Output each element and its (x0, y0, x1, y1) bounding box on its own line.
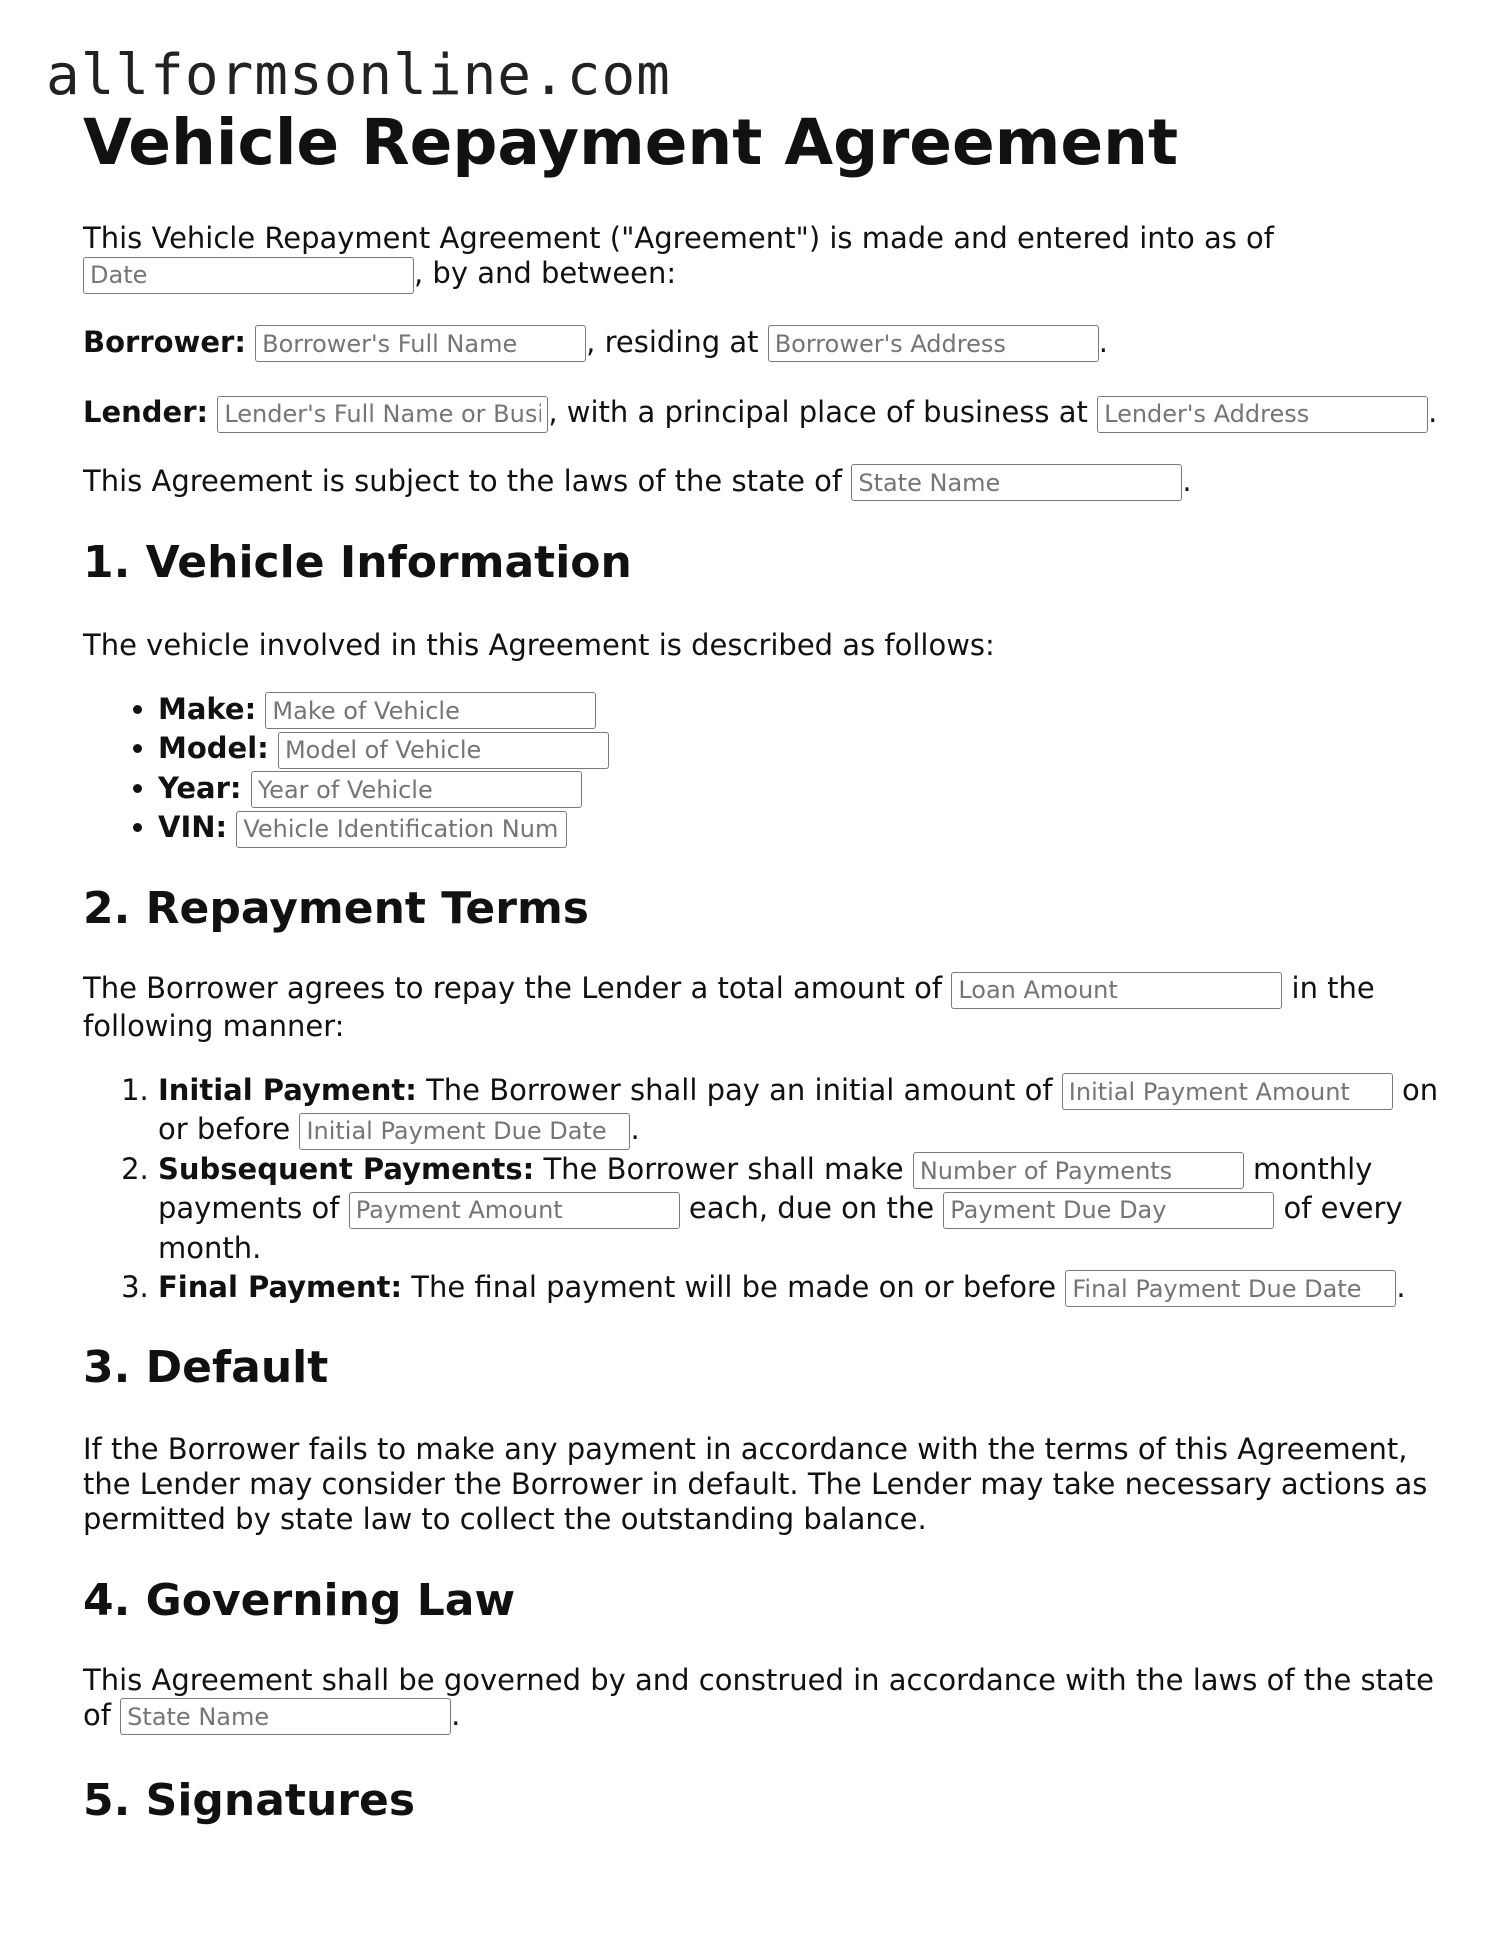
vehicle-description: The vehicle involved in this Agreement is described as follows: (83, 627, 995, 662)
list-item (158, 1150, 1443, 1268)
list-item (158, 690, 1443, 730)
list-item (158, 729, 1443, 769)
repayment-text: The Borrower agrees to repay the Lender a total amount of (83, 971, 943, 1006)
model-label: Model: (158, 731, 269, 766)
state-law-period: . (1182, 463, 1192, 498)
repayment-description (83, 971, 1443, 1044)
borrower-period: . (1098, 324, 1108, 359)
payment-due-day-input[interactable] (943, 1192, 1274, 1229)
subsequent-payments-text-3: each, due on the (688, 1191, 935, 1226)
repayment-terms-list (83, 1071, 1443, 1308)
year-label: Year: (158, 770, 242, 805)
make-label: Make: (158, 691, 257, 726)
number-of-payments-input[interactable] (913, 1152, 1244, 1189)
year-input[interactable] (251, 771, 582, 808)
section-heading-vehicle: 1. Vehicle Information (83, 537, 632, 589)
lender-period: . (1428, 395, 1438, 430)
page-title: Vehicle Repayment Agreement (83, 106, 1179, 179)
intro-text: This Vehicle Repayment Agreement ("Agreement") is made and entered into as of (83, 221, 1275, 256)
default-paragraph: If the Borrower fails to make any payment in accordance with the terms of this Agreement, the Lender may consider the Borrower in default. The Lender may take necessary actions as permitted by state law to collect the outstanding balance. (83, 1432, 1428, 1537)
initial-payment-text-2: on or before (158, 1072, 1439, 1147)
loan-amount-input[interactable] (951, 972, 1282, 1009)
initial-payment-date-input[interactable] (299, 1113, 630, 1150)
list-item (158, 1071, 1443, 1150)
subsequent-payments-text-2: monthly payments of (158, 1151, 1373, 1226)
intro-paragraph (83, 221, 1443, 294)
final-payment-label: Final Payment: (158, 1269, 403, 1304)
lender-name-input[interactable] (217, 396, 548, 433)
repayment-text-after: in the following manner: (83, 971, 1375, 1043)
lender-paragraph (83, 395, 1443, 433)
initial-payment-period: . (630, 1112, 640, 1147)
list-item (158, 808, 1443, 848)
vehicle-info-list (83, 690, 1443, 848)
date-input[interactable] (83, 257, 414, 294)
final-payment-text: The final payment will be made on or before (411, 1269, 1057, 1304)
borrower-residing-text: , residing at (586, 324, 759, 359)
make-input[interactable] (265, 692, 596, 729)
borrower-address-input[interactable] (768, 325, 1099, 362)
vin-input[interactable] (236, 811, 567, 848)
list-item (158, 769, 1443, 809)
state-name-input[interactable] (851, 464, 1182, 501)
governing-law-state-input[interactable] (120, 1698, 451, 1735)
governing-law-text: This Agreement shall be governed by and construed in accordance with the laws of the state of (83, 1662, 1435, 1732)
borrower-label: Borrower: (83, 324, 246, 359)
section-heading-signatures: 5. Signatures (83, 1775, 416, 1827)
borrower-paragraph (83, 325, 1443, 363)
lender-business-text: , with a principal place of business at (548, 395, 1088, 430)
governing-law-paragraph (83, 1663, 1443, 1736)
initial-payment-text: The Borrower shall pay an initial amount of (426, 1072, 1053, 1107)
section-heading-repayment: 2. Repayment Terms (83, 882, 589, 934)
lender-address-input[interactable] (1097, 396, 1428, 433)
state-law-text: This Agreement is subject to the laws of the state of (83, 463, 843, 498)
final-payment-period: . (1396, 1269, 1406, 1304)
list-item (158, 1268, 1443, 1308)
subsequent-payments-text-4: of every month. (158, 1191, 1403, 1265)
section-heading-default: 3. Default (83, 1342, 329, 1394)
state-law-paragraph (83, 464, 1443, 502)
section-heading-governing-law: 4. Governing Law (83, 1575, 516, 1627)
borrower-name-input[interactable] (255, 325, 586, 362)
governing-law-period: . (451, 1697, 461, 1732)
subsequent-payments-text: The Borrower shall make (543, 1151, 904, 1186)
intro-text-after: , by and between: (414, 256, 677, 291)
subsequent-payments-label: Subsequent Payments: (158, 1151, 535, 1186)
site-watermark: allformsonline.com (46, 43, 671, 108)
agreement-document (83, 108, 1443, 1826)
final-payment-date-input[interactable] (1065, 1270, 1396, 1307)
initial-payment-amount-input[interactable] (1062, 1073, 1393, 1110)
vin-label: VIN: (158, 810, 228, 845)
model-input[interactable] (278, 732, 609, 769)
payment-amount-input[interactable] (349, 1192, 680, 1229)
lender-label: Lender: (83, 395, 209, 430)
initial-payment-label: Initial Payment: (158, 1072, 417, 1107)
